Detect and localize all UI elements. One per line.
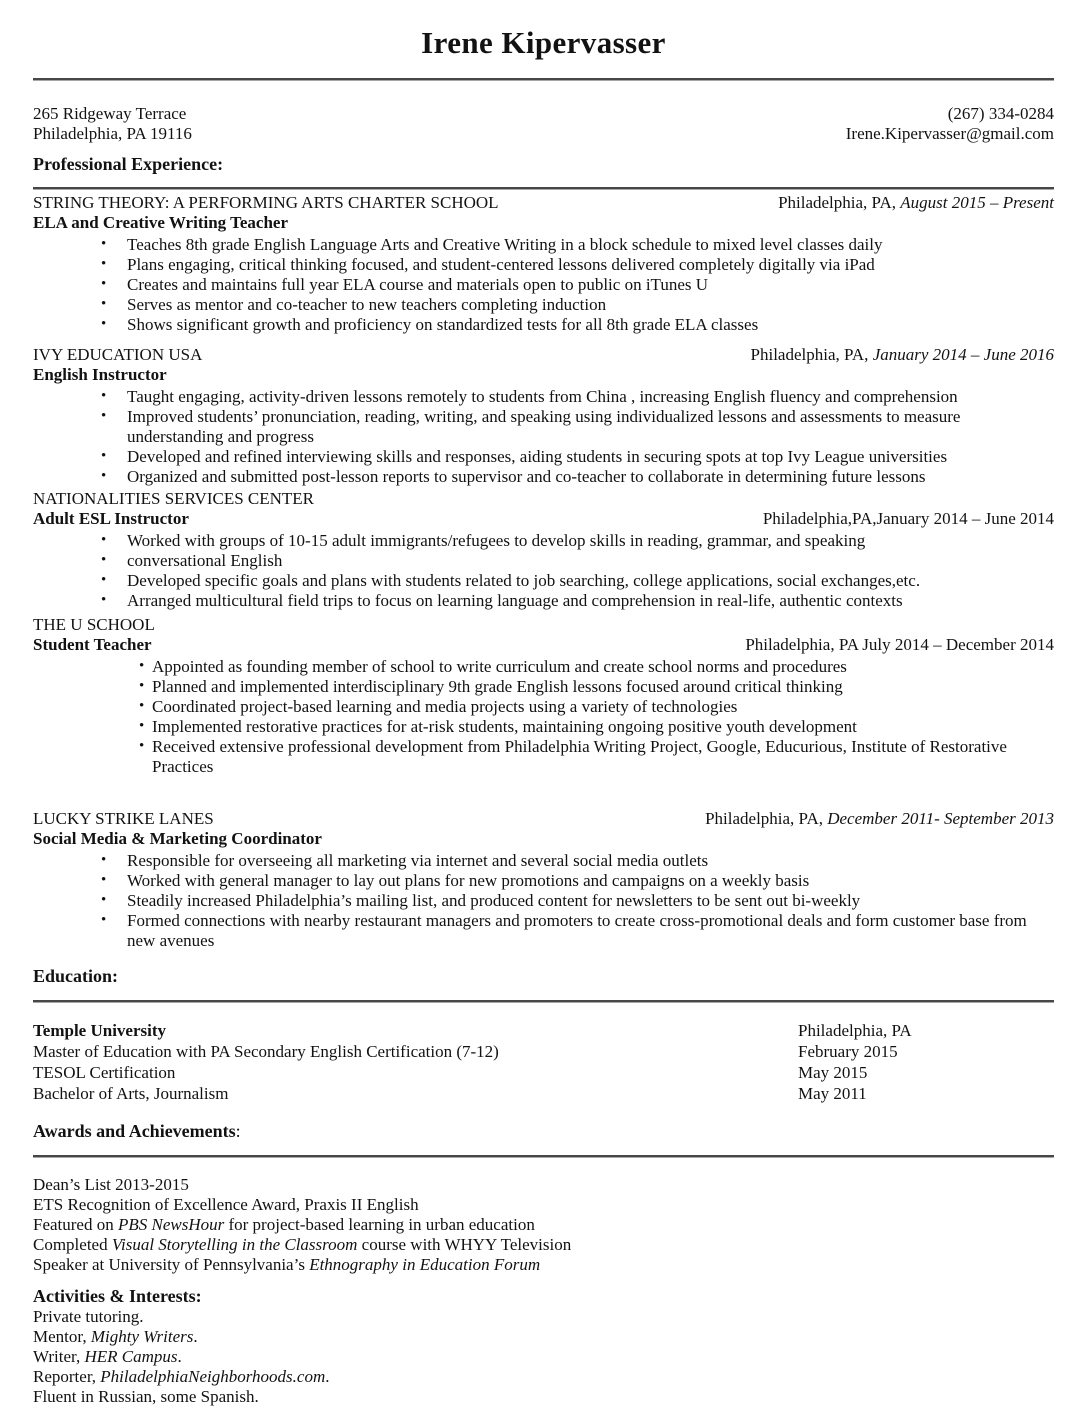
award-line: Speaker at University of Pennsylvania’s Ethnography in Education Forum [33, 1255, 541, 1274]
employer-name: IVY EDUCATION USA [33, 345, 203, 364]
divider [33, 1155, 1054, 1158]
job-bullet-list [33, 387, 1054, 487]
award-line: Featured on PBS NewsHour for project-based learning in urban education [33, 1215, 535, 1234]
education-table [33, 1021, 1054, 1105]
job-title: Adult ESL Instructor [33, 509, 189, 528]
job-bullet: • Received extensive professional development from Philadelphia Writing Project, Google, Educurious, Institute of Restorative Practices [33, 737, 1054, 777]
job-title: ELA and Creative Writing Teacher [33, 213, 289, 232]
job-bullet: • Developed specific goals and plans with students related to job searching, college applications, social exchanges,etc. [33, 571, 1054, 591]
job-bullet: • Steadily increased Philadelphia’s mailing list, and produced content for newsletters to be sent out bi-weekly [33, 891, 1054, 911]
job-bullet-list [33, 657, 1054, 777]
activity-line: Fluent in Russian, some Spanish. [33, 1387, 259, 1406]
education-institution: Temple University [33, 1021, 167, 1040]
award-line: ETS Recognition of Excellence Award, Praxis II English [33, 1195, 419, 1214]
address-line-1: 265 Ridgeway Terrace [33, 104, 187, 123]
education-date: February 2015 [798, 1042, 898, 1061]
job-header [33, 193, 1054, 213]
job-header [33, 509, 1054, 529]
phone-number: (267) 334-0284 [947, 104, 1054, 123]
job-bullet: • Serves as mentor and co-teacher to new teachers completing induction [33, 295, 1054, 315]
job-bullet: • Coordinated project-based learning and media projects using a variety of technologies [33, 697, 1054, 717]
divider [33, 78, 1054, 81]
job-location-dates: Philadelphia, PA, January 2014 – June 2016 [750, 345, 1054, 364]
job-bullet-list [33, 851, 1054, 951]
divider [33, 187, 1054, 190]
section-heading-activities: Activities & Interests: [33, 1286, 202, 1306]
job-lucky-strike [33, 809, 1054, 951]
job-bullet: • Shows significant growth and proficiency on standardized tests for all 8th grade ELA classes [33, 315, 1054, 335]
award-line: Dean’s List 2013-2015 [33, 1175, 189, 1194]
job-title: Student Teacher [33, 635, 152, 654]
job-bullet: • Taught engaging, activity-driven lessons remotely to students from China , increasing English fluency and comprehension [33, 387, 1054, 407]
person-name: Irene Kipervasser [421, 25, 666, 60]
activity-line: Reporter, PhiladelphiaNeighborhoods.com. [33, 1367, 330, 1386]
job-bullet: • Appointed as founding member of school to write curriculum and create school norms and procedures [33, 657, 1054, 677]
email-address: Irene.Kipervasser@gmail.com [845, 124, 1054, 143]
education-location: Philadelphia, PA [798, 1021, 912, 1040]
education-degree: TESOL Certification [33, 1063, 176, 1082]
address-line-2: Philadelphia, PA 19116 [33, 124, 192, 143]
job-location-dates: Philadelphia, PA July 2014 – December 2014 [745, 635, 1054, 654]
education-date: May 2015 [798, 1063, 868, 1082]
job-bullet: • conversational English [33, 551, 1054, 571]
activity-line: Writer, HER Campus. [33, 1347, 182, 1366]
activity-line: Private tutoring. [33, 1307, 144, 1326]
job-header [33, 809, 1054, 829]
divider [33, 1000, 1054, 1003]
award-line: Completed Visual Storytelling in the Classroom course with WHYY Television [33, 1235, 572, 1254]
job-bullet: • Worked with general manager to lay out plans for new promotions and campaigns on a weekly basis [33, 871, 1054, 891]
awards-list [33, 1175, 1054, 1275]
education-degree: Master of Education with PA Secondary English Certification (7-12) [33, 1042, 499, 1061]
job-ivy-education [33, 345, 1054, 487]
activity-line: Mentor, Mighty Writers. [33, 1327, 198, 1346]
section-heading-experience: Professional Experience: [33, 154, 224, 174]
section-heading-awards: Awards and Achievements: [33, 1121, 241, 1141]
education-degree: Bachelor of Arts, Journalism [33, 1084, 229, 1103]
job-u-school [33, 615, 1054, 777]
job-header [33, 345, 1054, 365]
job-bullet-list [33, 531, 1054, 611]
job-title: Social Media & Marketing Coordinator [33, 829, 322, 848]
job-bullet: • Teaches 8th grade English Language Arts and Creative Writing in a block schedule to mixed level classes daily [33, 235, 1054, 255]
job-string-theory [33, 193, 1054, 335]
job-bullet: • Plans engaging, critical thinking focused, and student-centered lessons delivered completely digitally via iPad [33, 255, 1054, 275]
employer-name: THE U SCHOOL [33, 615, 155, 634]
job-location-dates: Philadelphia, PA, December 2011- September 2013 [705, 809, 1054, 828]
job-bullet: • Developed and refined interviewing skills and responses, aiding students in securing spots at top Ivy League universities [33, 447, 1054, 467]
activities-list [33, 1307, 1054, 1407]
job-location-dates: Philadelphia,PA,January 2014 – June 2014 [762, 509, 1054, 528]
job-location-dates: Philadelphia, PA, August 2015 – Present [778, 193, 1054, 212]
job-title: English Instructor [33, 365, 167, 384]
employer-name: STRING THEORY: A PERFORMING ARTS CHARTER SCHOOL [33, 193, 499, 212]
job-bullet: • Creates and maintains full year ELA course and materials open to public on iTunes U [33, 275, 1054, 295]
section-heading-education: Education: [33, 966, 119, 986]
job-bullet: • Arranged multicultural field trips to focus on learning language and comprehension in real-life, authentic contexts [33, 591, 1054, 611]
job-bullet: • Improved students’ pronunciation, reading, writing, and speaking using individualized lessons and assessments to measure understanding and progress [33, 407, 1054, 447]
contact-block [33, 104, 1054, 144]
employer-name: LUCKY STRIKE LANES [33, 809, 214, 828]
job-bullet-list [33, 235, 1054, 335]
employer-name: NATIONALITIES SERVICES CENTER [33, 489, 315, 508]
job-nationalities-services [33, 489, 1054, 611]
job-bullet: • Planned and implemented interdisciplinary 9th grade English lessons focused around critical thinking [33, 677, 1054, 697]
phone-email-block [846, 104, 1054, 144]
education-date: May 2011 [798, 1084, 867, 1103]
job-bullet: • Worked with groups of 10-15 adult immigrants/refugees to develop skills in reading, grammar, and speaking [33, 531, 1054, 551]
job-bullet: • Implemented restorative practices for at-risk students, maintaining ongoing positive youth development [33, 717, 1054, 737]
job-header [33, 635, 1054, 655]
job-bullet: • Formed connections with nearby restaurant managers and promoters to create cross-promotional deals and form customer base from new avenues [33, 911, 1054, 951]
address-block [33, 104, 192, 144]
job-bullet: • Organized and submitted post-lesson reports to supervisor and co-teacher to collaborate in determining future lessons [33, 467, 1054, 487]
job-bullet: • Responsible for overseeing all marketing via internet and several social media outlets [33, 851, 1054, 871]
